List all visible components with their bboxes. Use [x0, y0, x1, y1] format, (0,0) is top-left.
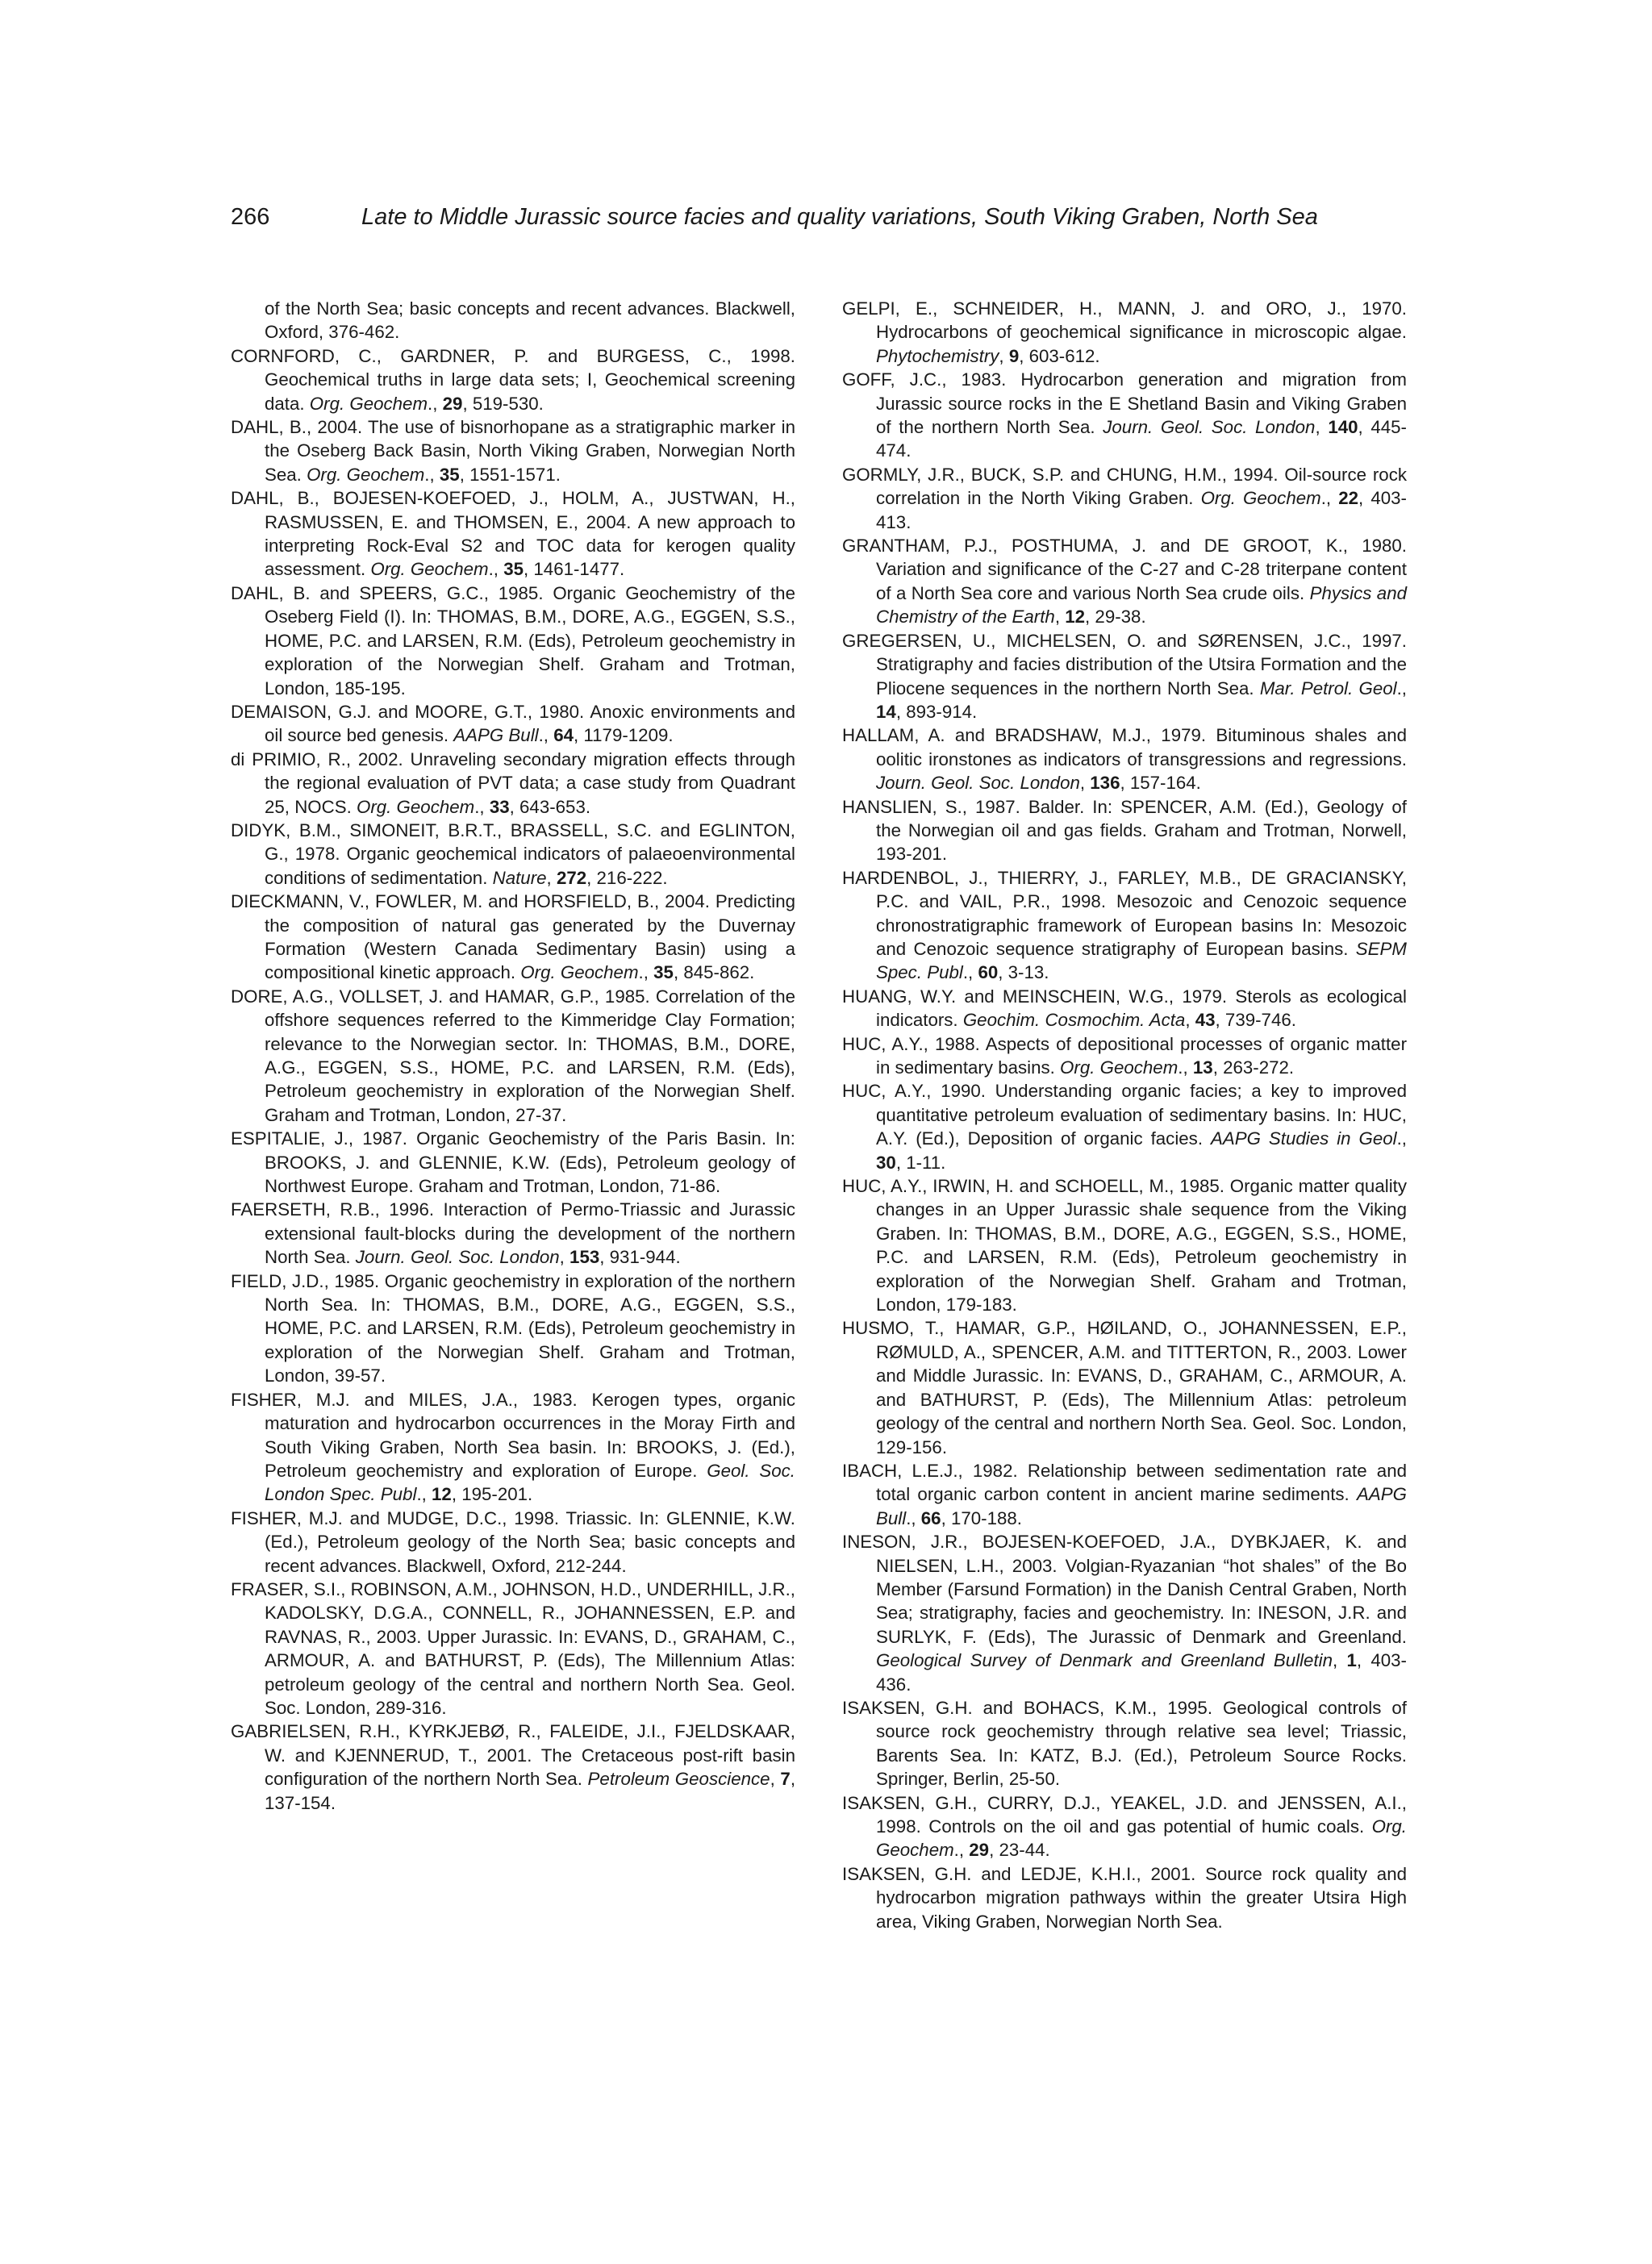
reference-text: , [1054, 607, 1066, 627]
reference-text: , [1079, 773, 1091, 794]
reference-text: HUC, A.Y., 1988. Aspects of depositional processes of organic matter in sedimentary basins. [842, 1033, 1407, 1078]
reference-text: GOFF, J.C., 1983. Hydrocarbon generation and migration from Jurassic source rocks in the E Shetland Basin and Viking Graben of the northern North Sea. [842, 369, 1407, 438]
journal-title: Org. Geochem [876, 1816, 1407, 1861]
reference-text: ., [906, 1507, 921, 1528]
reference-text: of the North Sea; basic concepts and recent advances. Blackwell, Oxford, 376-462. [265, 298, 795, 343]
reference-text: ., [416, 1484, 432, 1505]
reference-text: FAERSETH, R.B., 1996. Interaction of Permo-Triassic and Jurassic extensional fault-blocks during the development of the northern North Sea. [231, 1199, 795, 1268]
reference-entry [842, 368, 1407, 463]
reference-text: ., [953, 1840, 970, 1861]
reference-text: , [559, 1247, 570, 1268]
reference-text: ., [424, 464, 440, 485]
reference-text: HUC, A.Y., 1990. Understanding organic facies; a key to improved quantitative petroleum evaluation of sedimentary basins. In: HUC, A.Y. (Ed.), Deposition of organic facies. [842, 1081, 1407, 1149]
volume-number: 1 [1346, 1650, 1357, 1671]
journal-title: Org. Geochem [1060, 1057, 1179, 1078]
reference-text: DAHL, B., BOJESEN-KOEFOED, J., HOLM, A., JUSTWAN, H., RASMUSSEN, E. and THOMSEN, E., 2004. A new approach to interpreting Rock-Eval S2 and TOC data for kerogen quality assessment. [231, 488, 795, 580]
volume-number: 14 [876, 701, 896, 722]
reference-text: , 23-44. [989, 1840, 1050, 1861]
reference-entry [842, 985, 1407, 1032]
reference-text: HANSLIEN, S., 1987. Balder. In: SPENCER, A.M. (Ed.), Geology of the Norwegian oil and gas fields. Graham and Trotman, Norwell, 193-201. [842, 796, 1407, 865]
reference-entry [842, 795, 1407, 866]
reference-text: ., [1396, 1128, 1407, 1149]
page-number: 266 [231, 204, 270, 230]
volume-number: 64 [553, 725, 574, 746]
reference-text: , 739-746. [1215, 1010, 1296, 1031]
reference-entry [842, 723, 1407, 794]
reference-text: GRANTHAM, P.J., POSTHUMA, J. and DE GROOT, K., 1980. Variation and significance of the C-27 and C-28 triterpane content of a North Sea core and various North Sea crude oils. [842, 536, 1407, 603]
journal-title: Geol. Soc. London Spec. Publ [265, 1460, 796, 1505]
reference-text: HALLAM, A. and BRADSHAW, M.J., 1979. Bituminous shales and oolitic ironstones as indicators of transgressions and regressions. [842, 725, 1407, 769]
journal-title: Phytochemistry [876, 345, 999, 366]
volume-number: 30 [876, 1152, 896, 1173]
reference-text: DAHL, B. and SPEERS, G.C., 1985. Organic Geochemistry of the Oseberg Field (I). In: THOMAS, B.M., DORE, A.G., EGGEN, S.S., HOME, P.C. and LARSEN, R.M. (Eds), Petroleum geochemistry in exploration of the Norwegian Shelf. Graham and Trotman, London, 185-195. [231, 582, 795, 698]
reference-text: , 137-154. [265, 1769, 796, 1813]
reference-text: ., [428, 393, 443, 414]
reference-text: ., [638, 962, 654, 983]
volume-number: 140 [1328, 417, 1358, 438]
reference-text: DIECKMANN, V., FOWLER, M. and HORSFIELD, B., 2004. Predicting the composition of natural gas generated by the Duvernay Formation (Western Canada Sedimentary Basin) using a compositional kinetic approach. [231, 891, 795, 983]
reference-text: ESPITALIE, J., 1987. Organic Geochemistry of the Paris Basin. In: BROOKS, J. and GLENNIE, K.W. (Eds), Petroleum geology of Northwest Europe. Graham and Trotman, London, 71-86. [231, 1128, 795, 1197]
reference-text: FIELD, J.D., 1985. Organic geochemistry in exploration of the northern North Sea. In: THOMAS, B.M., DORE, A.G., EGGEN, S.S., HOME, P.C. and LARSEN, R.M. (Eds), Petroleum geochemistry in exploration of the Norwegian Shelf. Graham and Trotman, London, 39-57. [231, 1270, 795, 1386]
reference-entry [231, 985, 795, 1127]
reference-entry [231, 582, 795, 700]
reference-entry [231, 1388, 795, 1507]
reference-text: ISAKSEN, G.H. and LEDJE, K.H.I., 2001. Source rock quality and hydrocarbon migration pathways within the greater Utsira High area, Viking Graben, Norwegian North Sea. [842, 1863, 1407, 1932]
reference-text: , 263-272. [1212, 1057, 1295, 1078]
reference-text: , 445-474. [876, 417, 1407, 461]
reference-text: di PRIMIO, R., 2002. Unraveling secondary migration effects through the regional evaluation of PVT data; a case study from Quadrant 25, NOCS. [231, 748, 795, 817]
reference-text: GELPI, E., SCHNEIDER, H., MANN, J. and ORO, J., 1970. Hydrocarbons of geochemical significance in microscopic algae. [842, 298, 1407, 343]
reference-text: , 893-914. [895, 701, 978, 722]
reference-text: DAHL, B., 2004. The use of bisnorhopane as a stratigraphic marker in the Oseberg Back Basin, North Viking Graben, Norwegian North Sea. [231, 417, 795, 485]
reference-entry [842, 866, 1407, 985]
reference-text: GORMLY, J.R., BUCK, S.P. and CHUNG, H.M., 1994. Oil-source rock correlation in the North Viking Graben. [842, 464, 1407, 509]
reference-entry [231, 486, 795, 582]
reference-entry [231, 1127, 795, 1198]
volume-number: 12 [432, 1484, 452, 1505]
volume-number: 43 [1195, 1010, 1216, 1031]
reference-entry [842, 1459, 1407, 1530]
volume-number: 60 [978, 962, 999, 983]
reference-entry [842, 1696, 1407, 1791]
journal-title: Petroleum Geoscience [587, 1769, 770, 1790]
reference-text: , 845-862. [673, 962, 755, 983]
reference-text: , [770, 1769, 781, 1790]
reference-entry [231, 1198, 795, 1269]
reference-text: , 1551-1571. [459, 464, 561, 485]
reference-entry [231, 748, 795, 819]
journal-title: Org. Geochem [1200, 488, 1321, 509]
volume-number: 35 [653, 962, 674, 983]
reference-text: , 29-38. [1085, 607, 1146, 627]
reference-text: GREGERSEN, U., MICHELSEN, O. and SØRENSEN, J.C., 1997. Stratigraphy and facies distribution of the Utsira Formation and the Pliocene sequences in the northern North Sea. [842, 630, 1407, 698]
reference-entry [842, 1032, 1407, 1080]
reference-text: DIDYK, B.M., SIMONEIT, B.R.T., BRASSELL, S.C. and EGLINTON, G., 1978. Organic geochemical indicators of palaeoenvironmental conditions of sedimentation. [231, 819, 795, 888]
journal-title: AAPG Studies in Geol [1210, 1128, 1397, 1149]
page-header [231, 198, 1318, 236]
reference-text: , 403-413. [876, 488, 1407, 532]
journal-title: SEPM Spec. Publ [876, 938, 1407, 983]
reference-entry [231, 1270, 795, 1388]
reference-text: ., [538, 725, 554, 746]
running-title: Late to Middle Jurassic source facies and quality variations, South Viking Graben, North Sea [361, 204, 1318, 230]
volume-number: 136 [1090, 773, 1120, 794]
reference-text: , 403-436. [876, 1650, 1407, 1695]
volume-number: 29 [442, 393, 463, 414]
reference-text: HUSMO, T., HAMAR, G.P., HØILAND, O., JOHANNESSEN, E.P., RØMULD, A., SPENCER, A.M. and TITTERTON, R., 2003. Lower and Middle Jurassic. In: EVANS, D., GRAHAM, C., ARMOUR, A. and BATHURST, P. (Eds), The Millennium Atlas: petroleum geology of the central and northern North Sea. Geol. Soc. London, 129-156. [842, 1318, 1407, 1457]
reference-entry [842, 1079, 1407, 1174]
reference-text: FISHER, M.J. and MUDGE, D.C., 1998. Triassic. In: GLENNIE, K.W. (Ed.), Petroleum geology of the North Sea; basic concepts and recent advances. Blackwell, Oxford, 212-244. [231, 1507, 795, 1576]
reference-text: , [1185, 1010, 1195, 1031]
reference-entry [842, 463, 1407, 534]
reference-text: , 519-530. [462, 393, 544, 414]
journal-title: Journ. Geol. Soc. London [355, 1247, 560, 1268]
journal-title: Org. Geochem [357, 796, 475, 817]
volume-number: 33 [489, 796, 510, 817]
reference-text: , 170-188. [941, 1507, 1023, 1528]
reference-text: ISAKSEN, G.H., CURRY, D.J., YEAKEL, J.D. and JENSSEN, A.I., 1998. Controls on the oil and gas potential of humic coals. [842, 1792, 1407, 1837]
reference-text: HARDENBOL, J., THIERRY, J., FARLEY, M.B., DE GRACIANSKY, P.C. and VAIL, P.R., 1998. Mesozoic and Cenozoic sequence chronostratigraphic framework of European basins In: Mesozoic and Cenozoic sequence stratigraphy of European basins. [842, 867, 1407, 959]
reference-text: , [1332, 1650, 1347, 1671]
journal-title: Journ. Geol. Soc. London [1103, 417, 1316, 438]
reference-text: HUC, A.Y., IRWIN, H. and SCHOELL, M., 1985. Organic matter quality changes in an Upper Jurassic shale sequence from the Viking Graben. In: THOMAS, B.M., DORE, A.G., EGGEN, S.S., HOME, P.C. and LARSEN, R.M. (Eds), Petroleum geochemistry in exploration of the Norwegian Shelf. Graham and Trotman, London, 179-183. [842, 1176, 1407, 1315]
volume-number: 66 [920, 1507, 941, 1528]
reference-text: , [1315, 417, 1329, 438]
reference-text: ., [474, 796, 490, 817]
volume-number: 7 [780, 1769, 791, 1790]
reference-text: , 603-612. [1019, 345, 1100, 366]
journal-title: AAPG Bull [876, 1484, 1407, 1528]
reference-entry [842, 1862, 1407, 1933]
reference-column-right [842, 297, 1407, 1933]
reference-entry [231, 1720, 795, 1815]
reference-text: , 1-11. [895, 1152, 946, 1173]
reference-entry [231, 890, 795, 985]
reference-entry [231, 344, 795, 415]
journal-title: Nature [492, 867, 547, 888]
journal-title: Org. Geochem [309, 393, 428, 414]
reference-text: HUANG, W.Y. and MEINSCHEIN, W.G., 1979. Sterols as ecological indicators. [842, 986, 1407, 1031]
volume-number: 13 [1192, 1057, 1213, 1078]
volume-number: 12 [1065, 607, 1086, 627]
journal-title: Physics and Chemistry of the Earth [876, 582, 1407, 627]
reference-text: , 1461-1477. [524, 559, 625, 580]
volume-number: 9 [1008, 345, 1020, 366]
reference-entry [842, 1791, 1407, 1862]
reference-entry [842, 629, 1407, 724]
reference-text: ., [962, 962, 978, 983]
volume-number: 35 [439, 464, 460, 485]
reference-text: IBACH, L.E.J., 1982. Relationship between sedimentation rate and total organic carbon content in ancient marine sediments. [842, 1460, 1407, 1505]
reference-entry [842, 534, 1407, 629]
reference-entry [231, 819, 795, 890]
journal-title: Geochim. Cosmochim. Acta [962, 1010, 1186, 1031]
reference-entry [842, 297, 1407, 368]
journal-title: AAPG Bull [453, 725, 539, 746]
volume-number: 153 [569, 1247, 600, 1268]
reference-text: , 643-653. [509, 796, 591, 817]
reference-text: , 195-201. [451, 1484, 533, 1505]
reference-text: ., [1320, 488, 1339, 509]
reference-text: , 931-944. [599, 1247, 681, 1268]
reference-entry [842, 1316, 1407, 1458]
journal-title: Org. Geochem [520, 962, 639, 983]
reference-text: CORNFORD, C., GARDNER, P. and BURGESS, C., 1998. Geochemical truths in large data sets; I, Geochemical screening data. [231, 345, 795, 414]
volume-number: 29 [969, 1840, 990, 1861]
reference-text: FRASER, S.I., ROBINSON, A.M., JOHNSON, H.D., UNDERHILL, J.R., KADOLSKY, D.G.A., CONNELL, R., JOHANNESSEN, E.P. and RAVNAS, R., 2003. Upper Jurassic. In: EVANS, D., GRAHAM, C., ARMOUR, A. and BATHURST, P. (Eds), The Millennium Atlas: petroleum geology of the central and northern North Sea. Geol. Soc. London, 289-316. [231, 1578, 795, 1718]
journal-title: Journ. Geol. Soc. London [876, 773, 1080, 794]
volume-number: 35 [503, 559, 524, 580]
reference-entry [231, 1578, 795, 1720]
reference-text: DEMAISON, G.J. and MOORE, G.T., 1980. Anoxic environments and oil source bed genesis. [231, 701, 795, 746]
reference-text: , 157-164. [1120, 773, 1201, 794]
journal-title: Mar. Petrol. Geol [1259, 678, 1397, 698]
volume-number: 22 [1338, 488, 1359, 509]
reference-text: INESON, J.R., BOJESEN-KOEFOED, J.A., DYBKJAER, K. and NIELSEN, L.H., 2003. Volgian-Ryazanian “hot shales” of the Bo Member (Farsund Formation) in the Danish Central Graben, North Sea; stratigraphy, facies and geochemistry. In: INESON, J.R. and SURLYK, F. (Eds), The Jurassic of Denmark and Greenland. [842, 1532, 1407, 1647]
reference-entry [842, 1174, 1407, 1316]
reference-entry [231, 297, 795, 344]
reference-column-left [231, 297, 795, 1815]
journal-title: Org. Geochem [370, 559, 489, 580]
journal-title: Org. Geochem [307, 464, 425, 485]
reference-text: DORE, A.G., VOLLSET, J. and HAMAR, G.P., 1985. Correlation of the offshore sequences referred to the Kimmeridge Clay Formation; relevance to the Norwegian sector. In: THOMAS, B.M., DORE, A.G., EGGEN, S.S., HOME, P.C. and LARSEN, R.M. (Eds), Petroleum geochemistry in exploration of the Norwegian Shelf. Graham and Trotman, London, 27-37. [231, 986, 795, 1125]
reference-text: ., [488, 559, 504, 580]
reference-text: ., [1178, 1057, 1193, 1078]
reference-text: , 1179-1209. [574, 725, 674, 746]
reference-text: , [999, 345, 1009, 366]
reference-text: , 216-222. [586, 867, 668, 888]
reference-text: ISAKSEN, G.H. and BOHACS, K.M., 1995. Geological controls of source rock geochemistry through relative sea level; Triassic, Barents Sea. In: KATZ, B.J. (Ed.), Petroleum Source Rocks. Springer, Berlin, 25-50. [842, 1697, 1407, 1790]
reference-text: , 3-13. [998, 962, 1049, 983]
reference-entry [231, 1507, 795, 1578]
reference-text: ., [1396, 678, 1407, 698]
volume-number: 272 [556, 867, 587, 888]
reference-text: GABRIELSEN, R.H., KYRKJEBØ, R., FALEIDE, J.I., FJELDSKAAR, W. and KJENNERUD, T., 2001. The Cretaceous post-rift basin configuration of the northern North Sea. [231, 1721, 795, 1790]
journal-title: Geological Survey of Denmark and Greenland Bulletin [876, 1650, 1333, 1671]
reference-entry [231, 415, 795, 486]
reference-entry [231, 700, 795, 748]
reference-entry [842, 1530, 1407, 1696]
reference-text: FISHER, M.J. and MILES, J.A., 1983. Kerogen types, organic maturation and hydrocarbon occurrences in the Moray Firth and South Viking Graben, North Sea basin. In: BROOKS, J. (Ed.), Petroleum geochemistry and exploration of Europe. [231, 1389, 795, 1481]
reference-text: , [546, 867, 557, 888]
